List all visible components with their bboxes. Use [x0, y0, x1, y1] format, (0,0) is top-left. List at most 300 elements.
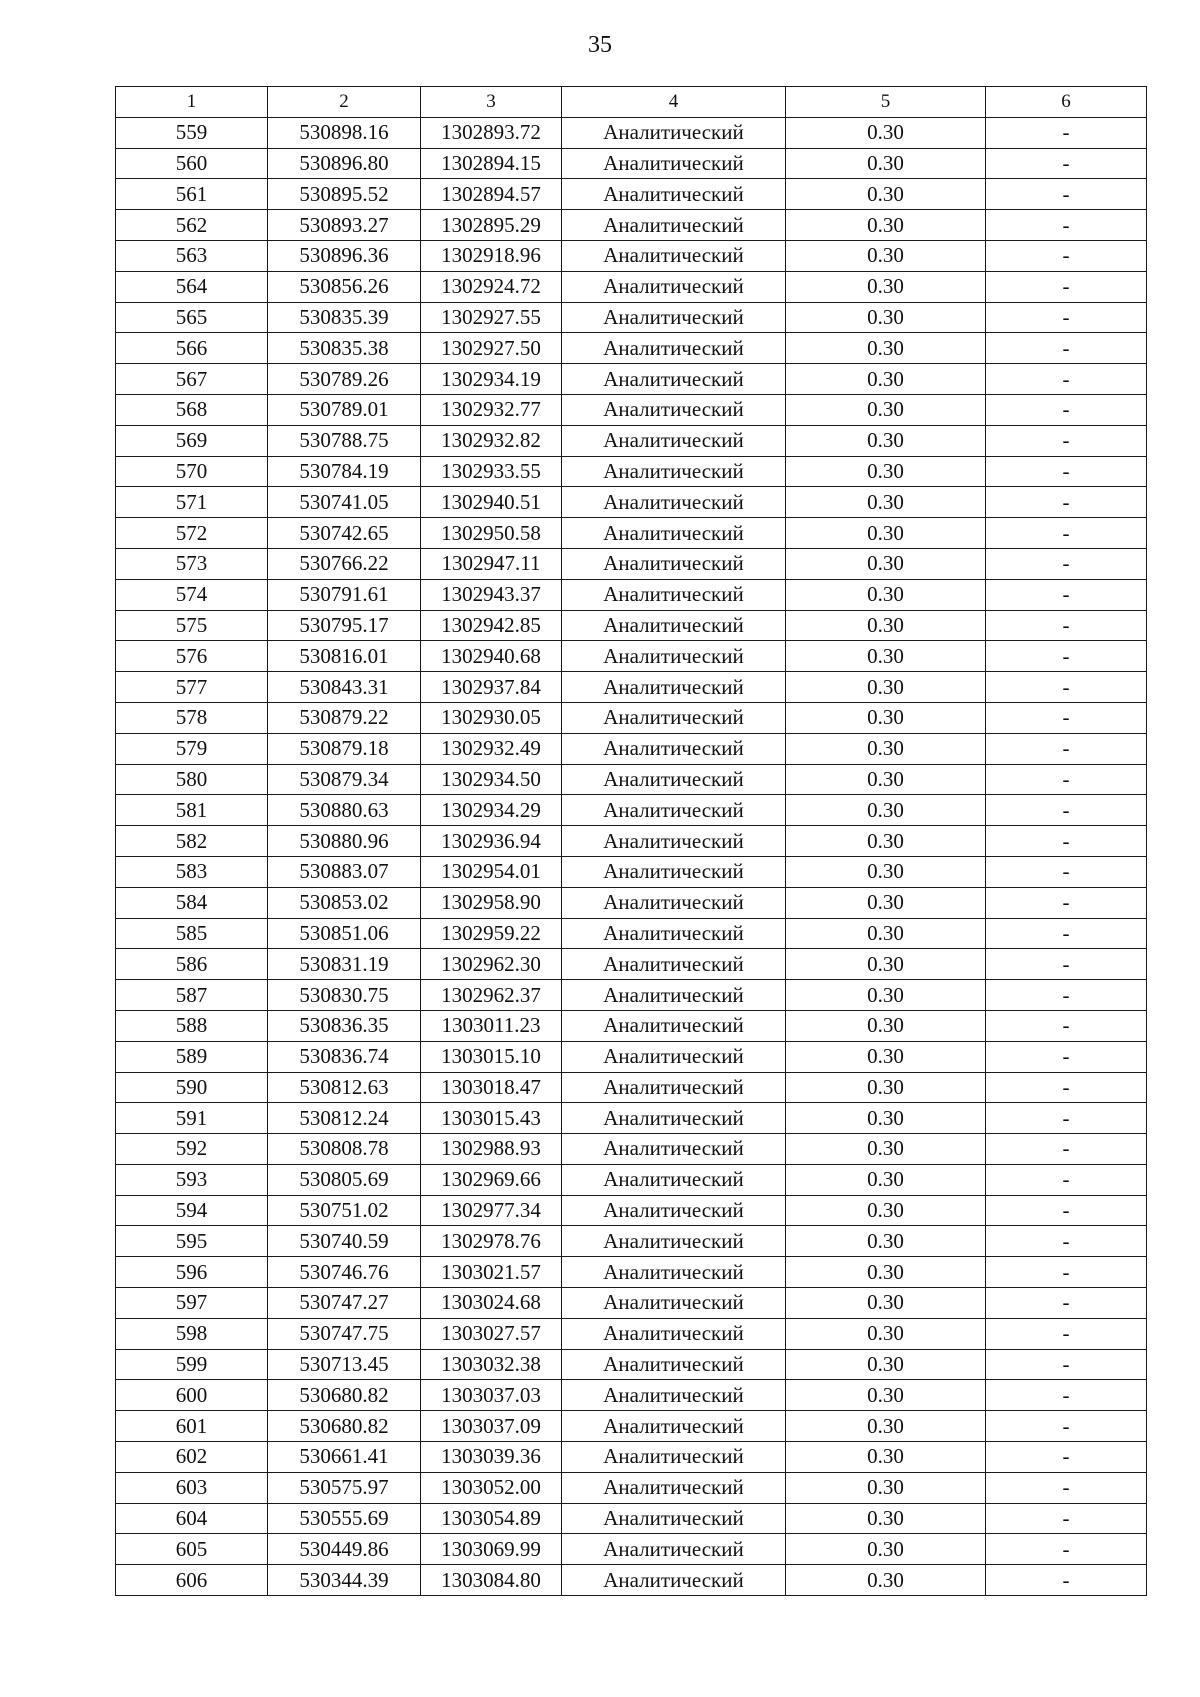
cell-note: - — [986, 795, 1147, 826]
cell-accuracy: 0.30 — [786, 1288, 986, 1319]
cell-note: - — [986, 733, 1147, 764]
table-row — [116, 579, 1147, 610]
cell-accuracy: 0.30 — [786, 856, 986, 887]
cell-method: Аналитический — [562, 980, 786, 1011]
table-body — [116, 117, 1147, 1595]
table-row — [116, 271, 1147, 302]
cell-coord-y: 1302947.11 — [421, 548, 562, 579]
cell-coord-x: 530835.39 — [268, 302, 421, 333]
cell-coord-y: 1303015.10 — [421, 1041, 562, 1072]
cell-note: - — [986, 764, 1147, 795]
table-row — [116, 1010, 1147, 1041]
table-row — [116, 887, 1147, 918]
cell-coord-x: 530747.27 — [268, 1288, 421, 1319]
cell-method: Аналитический — [562, 579, 786, 610]
cell-note: - — [986, 1349, 1147, 1380]
cell-note: - — [986, 918, 1147, 949]
cell-coord-y: 1302988.93 — [421, 1134, 562, 1165]
table-row — [116, 240, 1147, 271]
cell-accuracy: 0.30 — [786, 1442, 986, 1473]
cell-point-number: 601 — [116, 1411, 268, 1442]
cell-point-number: 579 — [116, 733, 268, 764]
cell-point-number: 604 — [116, 1503, 268, 1534]
cell-coord-y: 1302918.96 — [421, 240, 562, 271]
cell-coord-x: 530836.74 — [268, 1041, 421, 1072]
cell-coord-y: 1302930.05 — [421, 702, 562, 733]
cell-point-number: 582 — [116, 826, 268, 857]
table-row — [116, 641, 1147, 672]
cell-note: - — [986, 1226, 1147, 1257]
table-row — [116, 764, 1147, 795]
cell-coord-x: 530896.36 — [268, 240, 421, 271]
cell-note: - — [986, 1318, 1147, 1349]
cell-accuracy: 0.30 — [786, 918, 986, 949]
cell-point-number: 603 — [116, 1472, 268, 1503]
cell-note: - — [986, 302, 1147, 333]
cell-method: Аналитический — [562, 918, 786, 949]
column-header: 2 — [268, 87, 421, 118]
cell-point-number: 591 — [116, 1103, 268, 1134]
table-row — [116, 117, 1147, 148]
cell-point-number: 566 — [116, 333, 268, 364]
cell-accuracy: 0.30 — [786, 1257, 986, 1288]
cell-method: Аналитический — [562, 1041, 786, 1072]
cell-coord-y: 1302958.90 — [421, 887, 562, 918]
cell-coord-y: 1302950.58 — [421, 518, 562, 549]
cell-method: Аналитический — [562, 702, 786, 733]
cell-method: Аналитический — [562, 1134, 786, 1165]
cell-point-number: 569 — [116, 425, 268, 456]
table-row — [116, 826, 1147, 857]
cell-note: - — [986, 1164, 1147, 1195]
cell-accuracy: 0.30 — [786, 456, 986, 487]
table-row — [116, 1226, 1147, 1257]
table-row — [116, 949, 1147, 980]
cell-method: Аналитический — [562, 1288, 786, 1319]
cell-coord-y: 1302962.30 — [421, 949, 562, 980]
cell-coord-y: 1302954.01 — [421, 856, 562, 887]
table-row — [116, 1318, 1147, 1349]
table-row — [116, 148, 1147, 179]
cell-point-number: 596 — [116, 1257, 268, 1288]
cell-coord-x: 530680.82 — [268, 1380, 421, 1411]
cell-note: - — [986, 1565, 1147, 1596]
cell-coord-y: 1302962.37 — [421, 980, 562, 1011]
column-header: 1 — [116, 87, 268, 118]
cell-accuracy: 0.30 — [786, 425, 986, 456]
cell-method: Аналитический — [562, 364, 786, 395]
cell-point-number: 606 — [116, 1565, 268, 1596]
cell-method: Аналитический — [562, 1472, 786, 1503]
cell-accuracy: 0.30 — [786, 333, 986, 364]
cell-method: Аналитический — [562, 764, 786, 795]
cell-coord-y: 1303032.38 — [421, 1349, 562, 1380]
cell-coord-y: 1303021.57 — [421, 1257, 562, 1288]
cell-coord-x: 530555.69 — [268, 1503, 421, 1534]
table-row — [116, 394, 1147, 425]
cell-note: - — [986, 1472, 1147, 1503]
cell-note: - — [986, 425, 1147, 456]
table-row — [116, 1565, 1147, 1596]
cell-coord-y: 1302936.94 — [421, 826, 562, 857]
cell-point-number: 565 — [116, 302, 268, 333]
cell-coord-x: 530883.07 — [268, 856, 421, 887]
cell-coord-y: 1303024.68 — [421, 1288, 562, 1319]
cell-accuracy: 0.30 — [786, 1010, 986, 1041]
cell-coord-y: 1303011.23 — [421, 1010, 562, 1041]
cell-coord-x: 530808.78 — [268, 1134, 421, 1165]
table-row — [116, 1288, 1147, 1319]
cell-note: - — [986, 1288, 1147, 1319]
cell-method: Аналитический — [562, 1103, 786, 1134]
table-row — [116, 302, 1147, 333]
cell-coord-x: 530805.69 — [268, 1164, 421, 1195]
cell-accuracy: 0.30 — [786, 1072, 986, 1103]
cell-note: - — [986, 487, 1147, 518]
table-row — [116, 1380, 1147, 1411]
cell-coord-y: 1303027.57 — [421, 1318, 562, 1349]
cell-coord-x: 530880.63 — [268, 795, 421, 826]
cell-accuracy: 0.30 — [786, 1041, 986, 1072]
header-row — [116, 87, 1147, 118]
cell-note: - — [986, 179, 1147, 210]
coordinates-table — [115, 86, 1147, 1596]
cell-coord-y: 1303054.89 — [421, 1503, 562, 1534]
cell-coord-y: 1302894.15 — [421, 148, 562, 179]
cell-note: - — [986, 518, 1147, 549]
cell-coord-x: 530746.76 — [268, 1257, 421, 1288]
cell-note: - — [986, 1442, 1147, 1473]
table-row — [116, 1349, 1147, 1380]
cell-method: Аналитический — [562, 672, 786, 703]
cell-accuracy: 0.30 — [786, 1503, 986, 1534]
cell-point-number: 572 — [116, 518, 268, 549]
cell-accuracy: 0.30 — [786, 487, 986, 518]
cell-method: Аналитический — [562, 302, 786, 333]
cell-coord-x: 530789.26 — [268, 364, 421, 395]
cell-point-number: 564 — [116, 271, 268, 302]
cell-point-number: 570 — [116, 456, 268, 487]
table-row — [116, 980, 1147, 1011]
cell-note: - — [986, 826, 1147, 857]
cell-note: - — [986, 1041, 1147, 1072]
cell-note: - — [986, 456, 1147, 487]
cell-method: Аналитический — [562, 949, 786, 980]
cell-method: Аналитический — [562, 1010, 786, 1041]
cell-method: Аналитический — [562, 1565, 786, 1596]
cell-coord-x: 530747.75 — [268, 1318, 421, 1349]
cell-method: Аналитический — [562, 826, 786, 857]
cell-point-number: 559 — [116, 117, 268, 148]
cell-accuracy: 0.30 — [786, 364, 986, 395]
cell-coord-x: 530830.75 — [268, 980, 421, 1011]
cell-method: Аналитический — [562, 271, 786, 302]
cell-accuracy: 0.30 — [786, 641, 986, 672]
cell-point-number: 574 — [116, 579, 268, 610]
table-row — [116, 1103, 1147, 1134]
cell-coord-y: 1302893.72 — [421, 117, 562, 148]
cell-coord-y: 1302959.22 — [421, 918, 562, 949]
cell-point-number: 594 — [116, 1195, 268, 1226]
cell-coord-x: 530742.65 — [268, 518, 421, 549]
cell-note: - — [986, 1534, 1147, 1565]
cell-accuracy: 0.30 — [786, 210, 986, 241]
table-row — [116, 1411, 1147, 1442]
cell-method: Аналитический — [562, 518, 786, 549]
cell-point-number: 592 — [116, 1134, 268, 1165]
cell-accuracy: 0.30 — [786, 1318, 986, 1349]
cell-method: Аналитический — [562, 1072, 786, 1103]
cell-method: Аналитический — [562, 1226, 786, 1257]
cell-method: Аналитический — [562, 487, 786, 518]
cell-point-number: 580 — [116, 764, 268, 795]
cell-coord-x: 530766.22 — [268, 548, 421, 579]
cell-coord-x: 530680.82 — [268, 1411, 421, 1442]
cell-accuracy: 0.30 — [786, 764, 986, 795]
cell-accuracy: 0.30 — [786, 518, 986, 549]
cell-coord-x: 530816.01 — [268, 641, 421, 672]
cell-note: - — [986, 1257, 1147, 1288]
cell-point-number: 598 — [116, 1318, 268, 1349]
cell-coord-y: 1303037.03 — [421, 1380, 562, 1411]
cell-accuracy: 0.30 — [786, 117, 986, 148]
cell-point-number: 599 — [116, 1349, 268, 1380]
cell-coord-y: 1302927.50 — [421, 333, 562, 364]
cell-note: - — [986, 887, 1147, 918]
cell-coord-y: 1303039.36 — [421, 1442, 562, 1473]
cell-point-number: 581 — [116, 795, 268, 826]
cell-accuracy: 0.30 — [786, 887, 986, 918]
cell-accuracy: 0.30 — [786, 826, 986, 857]
cell-coord-x: 530831.19 — [268, 949, 421, 980]
cell-coord-x: 530836.35 — [268, 1010, 421, 1041]
table-row — [116, 610, 1147, 641]
cell-note: - — [986, 117, 1147, 148]
table-row — [116, 733, 1147, 764]
cell-coord-x: 530893.27 — [268, 210, 421, 241]
table-row — [116, 487, 1147, 518]
column-header: 4 — [562, 87, 786, 118]
cell-note: - — [986, 148, 1147, 179]
cell-accuracy: 0.30 — [786, 548, 986, 579]
cell-coord-y: 1302940.51 — [421, 487, 562, 518]
cell-coord-y: 1302934.19 — [421, 364, 562, 395]
cell-note: - — [986, 672, 1147, 703]
cell-coord-y: 1303018.47 — [421, 1072, 562, 1103]
cell-note: - — [986, 364, 1147, 395]
column-header: 6 — [986, 87, 1147, 118]
cell-accuracy: 0.30 — [786, 980, 986, 1011]
table-row — [116, 1041, 1147, 1072]
table-row — [116, 333, 1147, 364]
cell-method: Аналитический — [562, 333, 786, 364]
cell-point-number: 560 — [116, 148, 268, 179]
cell-point-number: 593 — [116, 1164, 268, 1195]
cell-coord-x: 530896.80 — [268, 148, 421, 179]
table-row — [116, 1072, 1147, 1103]
cell-note: - — [986, 271, 1147, 302]
table-row — [116, 1442, 1147, 1473]
cell-method: Аналитический — [562, 210, 786, 241]
table-row — [116, 1195, 1147, 1226]
table-row — [116, 795, 1147, 826]
cell-point-number: 602 — [116, 1442, 268, 1473]
cell-coord-y: 1302932.82 — [421, 425, 562, 456]
cell-accuracy: 0.30 — [786, 1411, 986, 1442]
table-row — [116, 456, 1147, 487]
cell-note: - — [986, 856, 1147, 887]
cell-note: - — [986, 1010, 1147, 1041]
cell-method: Аналитический — [562, 1534, 786, 1565]
cell-point-number: 576 — [116, 641, 268, 672]
cell-coord-x: 530449.86 — [268, 1534, 421, 1565]
cell-coord-y: 1303084.80 — [421, 1565, 562, 1596]
cell-method: Аналитический — [562, 1318, 786, 1349]
cell-accuracy: 0.30 — [786, 579, 986, 610]
cell-note: - — [986, 1195, 1147, 1226]
cell-method: Аналитический — [562, 1442, 786, 1473]
cell-coord-y: 1302933.55 — [421, 456, 562, 487]
cell-point-number: 577 — [116, 672, 268, 703]
cell-method: Аналитический — [562, 733, 786, 764]
table-row — [116, 1164, 1147, 1195]
cell-coord-x: 530795.17 — [268, 610, 421, 641]
table-row — [116, 1472, 1147, 1503]
cell-coord-y: 1302934.50 — [421, 764, 562, 795]
cell-point-number: 600 — [116, 1380, 268, 1411]
table-row — [116, 179, 1147, 210]
column-header: 3 — [421, 87, 562, 118]
cell-note: - — [986, 1103, 1147, 1134]
cell-coord-x: 530740.59 — [268, 1226, 421, 1257]
cell-coord-x: 530812.63 — [268, 1072, 421, 1103]
cell-accuracy: 0.30 — [786, 672, 986, 703]
cell-accuracy: 0.30 — [786, 1195, 986, 1226]
cell-point-number: 590 — [116, 1072, 268, 1103]
cell-note: - — [986, 394, 1147, 425]
cell-accuracy: 0.30 — [786, 1164, 986, 1195]
cell-point-number: 585 — [116, 918, 268, 949]
cell-coord-x: 530789.01 — [268, 394, 421, 425]
cell-note: - — [986, 210, 1147, 241]
cell-accuracy: 0.30 — [786, 949, 986, 980]
cell-coord-x: 530788.75 — [268, 425, 421, 456]
table-row — [116, 918, 1147, 949]
cell-point-number: 595 — [116, 1226, 268, 1257]
cell-coord-y: 1303052.00 — [421, 1472, 562, 1503]
cell-coord-x: 530879.34 — [268, 764, 421, 795]
cell-accuracy: 0.30 — [786, 702, 986, 733]
cell-coord-x: 530835.38 — [268, 333, 421, 364]
cell-method: Аналитический — [562, 610, 786, 641]
cell-method: Аналитический — [562, 1257, 786, 1288]
table-row — [116, 210, 1147, 241]
cell-coord-x: 530751.02 — [268, 1195, 421, 1226]
cell-coord-x: 530851.06 — [268, 918, 421, 949]
cell-coord-y: 1302924.72 — [421, 271, 562, 302]
cell-method: Аналитический — [562, 425, 786, 456]
cell-accuracy: 0.30 — [786, 610, 986, 641]
table-row — [116, 1257, 1147, 1288]
table-row — [116, 364, 1147, 395]
cell-point-number: 562 — [116, 210, 268, 241]
cell-note: - — [986, 702, 1147, 733]
cell-coord-x: 530880.96 — [268, 826, 421, 857]
cell-coord-y: 1302937.84 — [421, 672, 562, 703]
cell-point-number: 561 — [116, 179, 268, 210]
cell-point-number: 587 — [116, 980, 268, 1011]
table-row — [116, 518, 1147, 549]
cell-point-number: 597 — [116, 1288, 268, 1319]
cell-coord-y: 1302932.77 — [421, 394, 562, 425]
cell-method: Аналитический — [562, 887, 786, 918]
cell-coord-y: 1302978.76 — [421, 1226, 562, 1257]
cell-point-number: 573 — [116, 548, 268, 579]
cell-accuracy: 0.30 — [786, 271, 986, 302]
cell-note: - — [986, 333, 1147, 364]
cell-coord-x: 530812.24 — [268, 1103, 421, 1134]
cell-coord-y: 1303037.09 — [421, 1411, 562, 1442]
cell-method: Аналитический — [562, 1411, 786, 1442]
cell-point-number: 567 — [116, 364, 268, 395]
cell-coord-y: 1302969.66 — [421, 1164, 562, 1195]
cell-method: Аналитический — [562, 795, 786, 826]
cell-coord-x: 530856.26 — [268, 271, 421, 302]
cell-method: Аналитический — [562, 548, 786, 579]
cell-note: - — [986, 548, 1147, 579]
cell-method: Аналитический — [562, 1380, 786, 1411]
cell-note: - — [986, 1411, 1147, 1442]
cell-coord-y: 1302934.29 — [421, 795, 562, 826]
column-header: 5 — [786, 87, 986, 118]
cell-method: Аналитический — [562, 641, 786, 672]
cell-coord-x: 530879.22 — [268, 702, 421, 733]
cell-accuracy: 0.30 — [786, 179, 986, 210]
cell-note: - — [986, 579, 1147, 610]
cell-method: Аналитический — [562, 1503, 786, 1534]
cell-coord-x: 530895.52 — [268, 179, 421, 210]
cell-coord-y: 1302943.37 — [421, 579, 562, 610]
table-row — [116, 702, 1147, 733]
cell-method: Аналитический — [562, 856, 786, 887]
cell-accuracy: 0.30 — [786, 1103, 986, 1134]
cell-method: Аналитический — [562, 394, 786, 425]
table-row — [116, 425, 1147, 456]
cell-method: Аналитический — [562, 148, 786, 179]
cell-method: Аналитический — [562, 179, 786, 210]
cell-point-number: 568 — [116, 394, 268, 425]
table-row — [116, 672, 1147, 703]
cell-point-number: 578 — [116, 702, 268, 733]
cell-accuracy: 0.30 — [786, 795, 986, 826]
cell-coord-y: 1302942.85 — [421, 610, 562, 641]
cell-note: - — [986, 1380, 1147, 1411]
cell-coord-x: 530661.41 — [268, 1442, 421, 1473]
cell-accuracy: 0.30 — [786, 1349, 986, 1380]
cell-coord-x: 530853.02 — [268, 887, 421, 918]
cell-note: - — [986, 240, 1147, 271]
cell-point-number: 583 — [116, 856, 268, 887]
cell-coord-x: 530879.18 — [268, 733, 421, 764]
cell-note: - — [986, 1072, 1147, 1103]
cell-coord-y: 1303069.99 — [421, 1534, 562, 1565]
cell-accuracy: 0.30 — [786, 302, 986, 333]
cell-coord-y: 1302927.55 — [421, 302, 562, 333]
cell-accuracy: 0.30 — [786, 1134, 986, 1165]
cell-coord-x: 530784.19 — [268, 456, 421, 487]
cell-coord-y: 1303015.43 — [421, 1103, 562, 1134]
page-number: 35 — [588, 32, 612, 58]
